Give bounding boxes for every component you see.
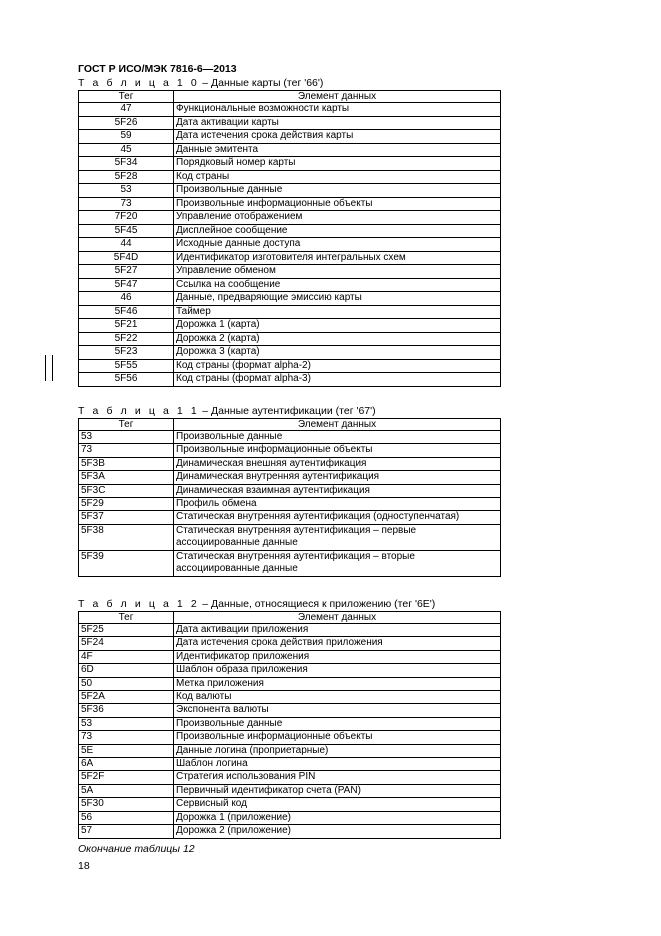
element-cell: Код валюты — [174, 691, 501, 704]
element-cell: Идентификатор изготовителя интегральных схем — [174, 251, 501, 265]
element-cell: Данные логина (проприетарные) — [174, 744, 501, 757]
tag-cell: 5F21 — [79, 319, 174, 333]
element-cell: Шаблон образа приложения — [174, 664, 501, 677]
table-row — [79, 116, 501, 130]
element-cell: Идентификатор приложения — [174, 650, 501, 663]
element-cell: Статическая внутренняя аутентификация – вторые ассоциированные данные — [174, 550, 501, 576]
table11-header-element: Элемент данных — [174, 419, 501, 431]
tag-cell: 56 — [79, 811, 174, 824]
table-row — [79, 130, 501, 144]
table12-caption — [78, 598, 435, 610]
table-row — [79, 811, 501, 824]
table-row — [79, 224, 501, 238]
tag-cell: 5F2F — [79, 771, 174, 784]
table10-header-tag: Тег — [79, 91, 174, 103]
table-row — [79, 511, 501, 524]
element-cell: Дорожка 1 (карта) — [174, 319, 501, 333]
table-row — [79, 664, 501, 677]
element-cell: Дорожка 1 (приложение) — [174, 811, 501, 824]
change-bar-left — [45, 355, 46, 381]
tag-cell: 5F4D — [79, 251, 174, 265]
element-cell: Динамическая внешняя аутентификация — [174, 457, 501, 470]
table-row — [79, 143, 501, 157]
tag-cell: 5F47 — [79, 278, 174, 292]
tag-cell: 5F25 — [79, 624, 174, 637]
table11-label: Т а б л и ц а 1 1 — [78, 405, 200, 417]
table-row — [79, 484, 501, 497]
table-row — [79, 771, 501, 784]
table-row — [79, 373, 501, 387]
element-cell: Статическая внутренняя аутентификация – первые ассоциированные данные — [174, 524, 501, 550]
element-cell: Метка приложения — [174, 677, 501, 690]
table-row — [79, 624, 501, 637]
element-cell: Дорожка 2 (карта) — [174, 332, 501, 346]
table10 — [78, 90, 501, 387]
table10-caption — [78, 77, 323, 89]
table-row — [79, 457, 501, 470]
table-row — [79, 550, 501, 576]
tag-cell: 5F24 — [79, 637, 174, 650]
tag-cell: 53 — [79, 431, 174, 444]
table11 — [78, 418, 501, 577]
tag-cell: 5F46 — [79, 305, 174, 319]
table-row — [79, 265, 501, 279]
tag-cell: 5F26 — [79, 116, 174, 130]
tag-cell: 5F36 — [79, 704, 174, 717]
tag-cell: 5F30 — [79, 798, 174, 811]
table-row — [79, 524, 501, 550]
table-row — [79, 677, 501, 690]
table-row — [79, 704, 501, 717]
table-row — [79, 798, 501, 811]
tag-cell: 5F3A — [79, 471, 174, 484]
tag-cell: 5F45 — [79, 224, 174, 238]
table12 — [78, 611, 501, 839]
element-cell: Порядковый номер карты — [174, 157, 501, 171]
tag-cell: 5F56 — [79, 373, 174, 387]
element-cell: Управление обменом — [174, 265, 501, 279]
page-number: 18 — [78, 860, 90, 872]
element-cell: Таймер — [174, 305, 501, 319]
tag-cell: 5F23 — [79, 346, 174, 360]
tag-cell: 53 — [79, 717, 174, 730]
tag-cell: 5F27 — [79, 265, 174, 279]
table12-header-tag: Тег — [79, 612, 174, 624]
table-row — [79, 211, 501, 225]
table-row — [79, 758, 501, 771]
table-row — [79, 103, 501, 117]
element-cell: Функциональные возможности карты — [174, 103, 501, 117]
element-cell: Дата активации приложения — [174, 624, 501, 637]
table12-header-element: Элемент данных — [174, 612, 501, 624]
table-row — [79, 691, 501, 704]
element-cell: Шаблон логина — [174, 758, 501, 771]
table-row — [79, 278, 501, 292]
table-row — [79, 637, 501, 650]
table-row — [79, 238, 501, 252]
continuation-note: Окончание таблицы 12 — [78, 843, 195, 855]
tag-cell: 46 — [79, 292, 174, 306]
table-row — [79, 825, 501, 838]
tag-cell: 5F3B — [79, 457, 174, 470]
tag-cell: 5F38 — [79, 524, 174, 550]
element-cell: Динамическая внутренняя аутентификация — [174, 471, 501, 484]
table-row — [79, 471, 501, 484]
tag-cell: 45 — [79, 143, 174, 157]
element-cell: Дорожка 3 (карта) — [174, 346, 501, 360]
element-cell: Код страны — [174, 170, 501, 184]
element-cell: Дата истечения срока действия карты — [174, 130, 501, 144]
tag-cell: 50 — [79, 677, 174, 690]
element-cell: Произвольные информационные объекты — [174, 444, 501, 457]
tag-cell: 5F34 — [79, 157, 174, 171]
tag-cell: 7F20 — [79, 211, 174, 225]
table-row — [79, 197, 501, 211]
tag-cell: 59 — [79, 130, 174, 144]
table-row — [79, 359, 501, 373]
element-cell: Дорожка 2 (приложение) — [174, 825, 501, 838]
element-cell: Произвольные данные — [174, 184, 501, 198]
tag-cell: 5F28 — [79, 170, 174, 184]
table-row — [79, 498, 501, 511]
element-cell: Профиль обмена — [174, 498, 501, 511]
table10-label: Т а б л и ц а 1 0 — [78, 77, 200, 89]
element-cell: Экспонента валюты — [174, 704, 501, 717]
element-cell: Дисплейное сообщение — [174, 224, 501, 238]
table-row — [79, 157, 501, 171]
element-cell: Управление отображением — [174, 211, 501, 225]
tag-cell: 5F3C — [79, 484, 174, 497]
element-cell: Исходные данные доступа — [174, 238, 501, 252]
table12-label: Т а б л и ц а 1 2 — [78, 598, 200, 610]
table11-caption — [78, 405, 376, 417]
tag-cell: 47 — [79, 103, 174, 117]
table-row — [79, 650, 501, 663]
document-header: ГОСТ Р ИСО/МЭК 7816-6—2013 — [78, 63, 237, 75]
element-cell: Дата активации карты — [174, 116, 501, 130]
table-row — [79, 717, 501, 730]
tag-cell: 73 — [79, 444, 174, 457]
tag-cell: 73 — [79, 197, 174, 211]
table-row — [79, 319, 501, 333]
element-cell: Произвольные информационные объекты — [174, 731, 501, 744]
tag-cell: 5E — [79, 744, 174, 757]
element-cell: Код страны (формат alpha-3) — [174, 373, 501, 387]
table11-title: – Данные аутентификации (тег '67') — [202, 405, 376, 417]
tag-cell: 5F55 — [79, 359, 174, 373]
table-row — [79, 170, 501, 184]
tag-cell: 5F39 — [79, 550, 174, 576]
table-row — [79, 305, 501, 319]
tag-cell: 73 — [79, 731, 174, 744]
change-bar-right — [52, 355, 53, 381]
tag-cell: 4F — [79, 650, 174, 663]
table-row — [79, 346, 501, 360]
table-row — [79, 332, 501, 346]
table-row — [79, 444, 501, 457]
tag-cell: 6A — [79, 758, 174, 771]
element-cell: Дата истечения срока действия приложения — [174, 637, 501, 650]
table10-title: – Данные карты (тег '66') — [202, 77, 324, 89]
tag-cell: 6D — [79, 664, 174, 677]
table12-title: – Данные, относящиеся к приложению (тег '6E') — [202, 598, 436, 610]
table-row — [79, 292, 501, 306]
tag-cell: 5F37 — [79, 511, 174, 524]
element-cell: Динамическая взаимная аутентификация — [174, 484, 501, 497]
tag-cell: 57 — [79, 825, 174, 838]
tag-cell: 44 — [79, 238, 174, 252]
table-row — [79, 431, 501, 444]
tag-cell: 5A — [79, 784, 174, 797]
tag-cell: 5F29 — [79, 498, 174, 511]
element-cell: Первичный идентификатор счета (PAN) — [174, 784, 501, 797]
element-cell: Произвольные информационные объекты — [174, 197, 501, 211]
element-cell: Данные эмитента — [174, 143, 501, 157]
element-cell: Статическая внутренняя аутентификация (одноступенчатая) — [174, 511, 501, 524]
table-row — [79, 744, 501, 757]
tag-cell: 53 — [79, 184, 174, 198]
table-row — [79, 251, 501, 265]
element-cell: Ссылка на сообщение — [174, 278, 501, 292]
element-cell: Код страны (формат alpha-2) — [174, 359, 501, 373]
element-cell: Сервисный код — [174, 798, 501, 811]
element-cell: Произвольные данные — [174, 717, 501, 730]
element-cell: Данные, предваряющие эмиссию карты — [174, 292, 501, 306]
table-row — [79, 784, 501, 797]
tag-cell: 5F22 — [79, 332, 174, 346]
table11-header-tag: Тег — [79, 419, 174, 431]
tag-cell: 5F2A — [79, 691, 174, 704]
element-cell: Стратегия использования PIN — [174, 771, 501, 784]
table10-header-element: Элемент данных — [174, 91, 501, 103]
table-row — [79, 184, 501, 198]
table-row — [79, 731, 501, 744]
element-cell: Произвольные данные — [174, 431, 501, 444]
